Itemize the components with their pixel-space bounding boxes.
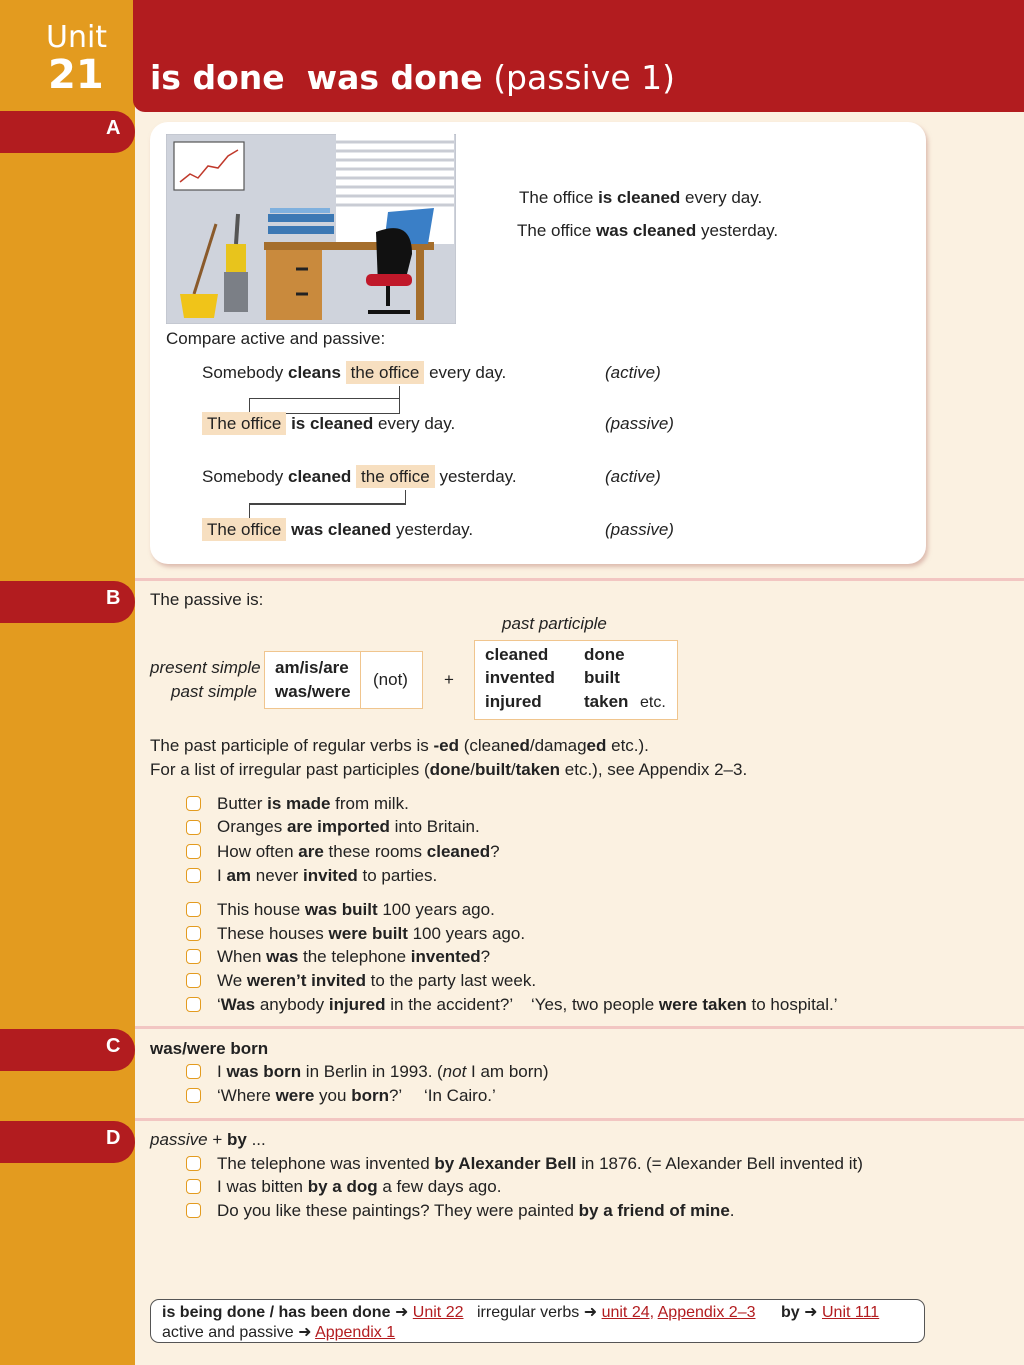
tag-passive-1: (passive) bbox=[605, 414, 674, 433]
example-b4: I am never invited to parties. bbox=[217, 866, 438, 885]
plus-sign: + bbox=[444, 670, 454, 689]
bullet bbox=[186, 902, 201, 917]
example-c2: ‘Where were you born?’ bbox=[217, 1086, 403, 1105]
example-b2: Oranges are imported into Britain. bbox=[217, 817, 480, 836]
active-example-1: Somebody cleans the office every day. bbox=[202, 363, 507, 382]
example-c1: I was born in Berlin in 1993. bbox=[217, 1062, 433, 1081]
section-tab-b: B bbox=[0, 581, 135, 623]
participle-box: cleaned done invented built injured taken etc. bbox=[474, 640, 678, 720]
section-tab-d: D bbox=[0, 1121, 135, 1163]
bullet bbox=[186, 1156, 201, 1171]
divider-b bbox=[135, 578, 1024, 581]
compare-label: Compare active and passive: bbox=[166, 329, 386, 348]
not-box: (not) bbox=[360, 651, 423, 709]
tag-active-1: (active) bbox=[605, 363, 661, 382]
passive-example-2: The office was cleaned yesterday. bbox=[202, 520, 473, 540]
unit-number: 21 bbox=[48, 52, 104, 98]
link-unit-22[interactable]: Unit 22 bbox=[412, 1304, 464, 1321]
example-c1-note: (not I am born) bbox=[437, 1062, 549, 1081]
link-appendix-2-3[interactable]: Appendix 2–3 bbox=[657, 1304, 756, 1321]
office-illustration bbox=[166, 134, 456, 324]
xref-active-passive: active and passive ➜ Appendix 1 bbox=[162, 1324, 396, 1341]
example-d1: The telephone was invented by Alexander Bell in 1876. bbox=[217, 1154, 642, 1173]
section-d-heading: passive + by ... bbox=[150, 1130, 266, 1149]
bullet bbox=[186, 949, 201, 964]
passive-intro: The passive is: bbox=[150, 590, 264, 609]
bullet bbox=[186, 868, 201, 883]
present-simple-label: present simple bbox=[150, 658, 261, 677]
title-part1: is done bbox=[150, 58, 285, 97]
bullet bbox=[186, 997, 201, 1012]
bullet bbox=[186, 1203, 201, 1218]
rule-irregular: For a list of irregular past participles (done/built/taken etc.), see Appendix 2–3. bbox=[150, 760, 748, 779]
link-unit-111[interactable]: Unit 111 bbox=[821, 1304, 880, 1321]
section-a-panel bbox=[150, 122, 926, 564]
section-c-heading: was/were born bbox=[150, 1039, 269, 1058]
example-b6: These houses were built 100 years ago. bbox=[217, 924, 526, 943]
xref-unit22: is being done / has been done ➜ Unit 22 bbox=[162, 1304, 464, 1321]
connector-2a bbox=[249, 490, 406, 504]
example-d2: I was bitten by a dog a few days ago. bbox=[217, 1177, 502, 1196]
title-part2: was done bbox=[306, 58, 483, 97]
unit-label: Unit bbox=[46, 20, 108, 55]
example-d3: Do you like these paintings? They were painted by a friend of mine. bbox=[217, 1201, 735, 1220]
link-appendix-1[interactable]: Appendix 1 bbox=[315, 1324, 396, 1341]
example-b9-answer: ‘Yes, two people were taken to hospital.’ bbox=[531, 995, 838, 1014]
example-b1: Butter is made from milk. bbox=[217, 794, 409, 813]
title-part3: (passive 1) bbox=[493, 58, 675, 97]
bullet bbox=[186, 844, 201, 859]
aux-box: am/is/are was/were bbox=[264, 651, 361, 709]
example-b9: ‘Was anybody injured in the accident?’ bbox=[217, 995, 514, 1014]
tag-active-2: (active) bbox=[605, 467, 661, 486]
example-was-cleaned: The office was cleaned yesterday. bbox=[517, 221, 779, 240]
cross-reference-box bbox=[150, 1299, 925, 1343]
example-is-cleaned: The office is cleaned every day. bbox=[519, 188, 763, 207]
example-b5: This house was built 100 years ago. bbox=[217, 900, 495, 919]
divider-d bbox=[135, 1118, 1024, 1121]
xref-irregular: irregular verbs ➜ unit 24, Appendix 2–3 bbox=[477, 1304, 756, 1321]
example-b7: When was the telephone invented? bbox=[217, 947, 491, 966]
bullet bbox=[186, 796, 201, 811]
link-unit-24[interactable]: unit 24, bbox=[601, 1304, 655, 1321]
divider-c bbox=[135, 1026, 1024, 1029]
past-simple-label: past simple bbox=[171, 682, 257, 701]
page-title bbox=[150, 58, 675, 97]
bullet bbox=[186, 1088, 201, 1103]
bullet bbox=[186, 926, 201, 941]
example-b3: How often are these rooms cleaned? bbox=[217, 842, 500, 861]
example-c2-answer: ‘In Cairo.’ bbox=[424, 1086, 496, 1105]
tag-passive-2: (passive) bbox=[605, 520, 674, 539]
rule-regular: The past participle of regular verbs is -ed (cleaned/damaged etc.). bbox=[150, 736, 649, 755]
example-d1-note: (= Alexander Bell invented it) bbox=[646, 1154, 863, 1173]
bullet bbox=[186, 820, 201, 835]
past-participle-label: past participle bbox=[502, 614, 607, 633]
bullet bbox=[186, 1179, 201, 1194]
bullet bbox=[186, 973, 201, 988]
example-b8: We weren’t invited to the party last week. bbox=[217, 971, 537, 990]
passive-example-1: The office is cleaned every day. bbox=[202, 414, 455, 434]
section-tab-a: A bbox=[0, 111, 135, 153]
xref-by: by ➜ Unit 111 bbox=[781, 1304, 880, 1321]
section-tab-c: C bbox=[0, 1029, 135, 1071]
bullet bbox=[186, 1064, 201, 1079]
active-example-2: Somebody cleaned the office yesterday. bbox=[202, 467, 517, 486]
